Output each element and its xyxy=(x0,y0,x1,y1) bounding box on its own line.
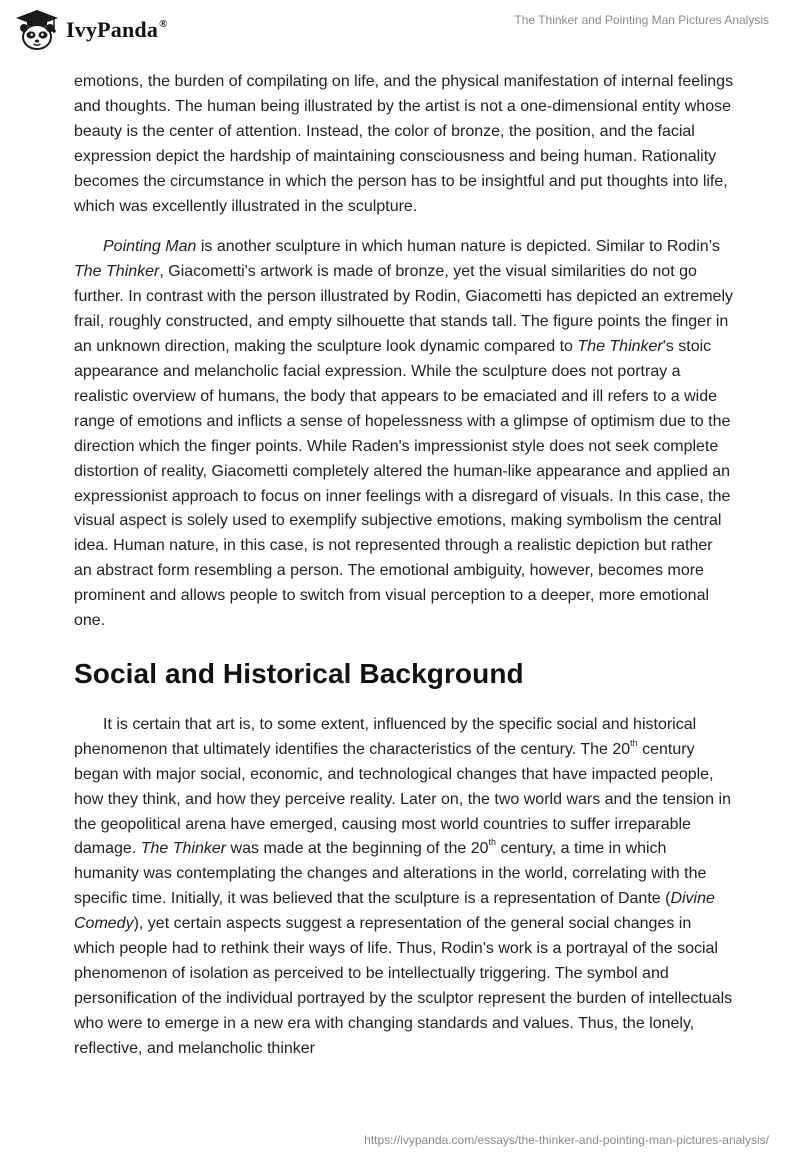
paragraph-3-text-2: century began with major social, economic, and technological changes that have impacted people, how they think, and how they perceive reality. Later on, the two world wars and the tension in the geopolitical arena have emerged, causing most world countries to suffer irreparable damage. xyxy=(74,740,731,858)
paragraph-2-text-3: 's stoic appearance and melancholic facial expression. While the sculpture does not portray a realistic overview of humans, the body that appears to be emaciated and ill refers to a wide range of emotions and inflicts a sense of hopelessness with a glimpse of optimism due to the direction which the finger points. While Raden's impressionist style does not seek complete distortion of reality, Giacometti completely altered the human-like appearance and applied an expressionist approach to focus on inner feelings with a disregard of visuals. In this case, the visual aspect is solely used to exemplify subjective emotions, making symbolism the central idea. Human nature, in this case, is not represented through a realistic depiction but rather an abstract form resembling a person. The emotional ambiguity, however, becomes more prominent and allows people to switch from visual perception to a deeper, more emotional one. xyxy=(74,338,731,630)
artwork-title-the-thinker: The Thinker xyxy=(577,338,663,356)
logo-text xyxy=(66,17,168,43)
page-header xyxy=(0,0,800,62)
document-title: The Thinker and Pointing Man Pictures Analysis xyxy=(514,13,769,27)
paragraph-3-text-1: It is certain that art is, to some extent, influenced by the specific social and historical phenomenon that ultimately identifies the characteristics of the century. The 20 xyxy=(74,715,697,758)
paragraph-3-text-3: was made at the beginning of the 20 xyxy=(226,840,489,858)
paragraph-2 xyxy=(74,235,734,634)
section-heading: Social and Historical Background xyxy=(74,657,524,689)
book-title-divine-comedy: Divine Comedy xyxy=(74,890,715,933)
site-logo[interactable] xyxy=(14,8,168,52)
artwork-title-the-thinker: The Thinker xyxy=(74,263,160,281)
paragraph-1: emotions, the burden of compilating on life, and the physical manifestation of internal feelings and thoughts. The human being illustrated by the artist is not a one-dimensional entity whose beauty is the center of attention. Instead, the color of bronze, the position, and the facial expression depict the hardship of maintaining consciousness and being human. Rationality becomes the circumstance in which the person has to be insightful and put thoughts into life, which was excellently illustrated in the sculpture. xyxy=(74,73,734,215)
paragraph-3 xyxy=(74,713,734,1062)
paragraph-3-text-5: ), yet certain aspects suggest a representation of the general social changes in which people had to rethink their ways of life. Thus, Rodin's work is a portrayal of the social phenomenon of isolation as perceived to be intellectually triggering. The symbol and personification of the individual portrayed by the sculptor represent the burden of intellectuals who were to emerge in a new era with changing standards and values. Thus, the lonely, reflective, and melancholic thinker xyxy=(74,915,733,1057)
panda-graduate-icon xyxy=(14,8,60,52)
registered-mark: ® xyxy=(159,18,168,30)
logo-name: IvyPanda xyxy=(66,17,159,42)
ordinal-suffix: th xyxy=(488,837,497,848)
essay-body xyxy=(74,70,734,1062)
paragraph-2-text-1: is another sculpture in which human nature is depicted. Similar to Rodin’s xyxy=(196,238,720,256)
artwork-title-the-thinker: The Thinker xyxy=(140,840,227,858)
paragraph-2-text-2: , Giacometti's artwork is made of bronze, yet the visual similarities do not go further. In contrast with the person illustrated by Rodin, Giacometti has depicted an extremely frail, roughly constructed, and empty silhouette that stands tall. The figure points the finger in an unknown direction, making the sculpture look dynamic compared to xyxy=(74,263,733,356)
source-url[interactable]: https://ivypanda.com/essays/the-thinker-and-pointing-man-pictures-analysis/ xyxy=(364,1133,769,1147)
paragraph-3-text-4: century, a time in which humanity was contemplating the changes and alterations in the world, correlating with the specific time. Initially, it was believed that the sculpture is a representation of Dante ( xyxy=(74,840,707,908)
ordinal-suffix: th xyxy=(630,737,638,748)
artwork-title-pointing-man: Pointing Man xyxy=(103,238,197,256)
